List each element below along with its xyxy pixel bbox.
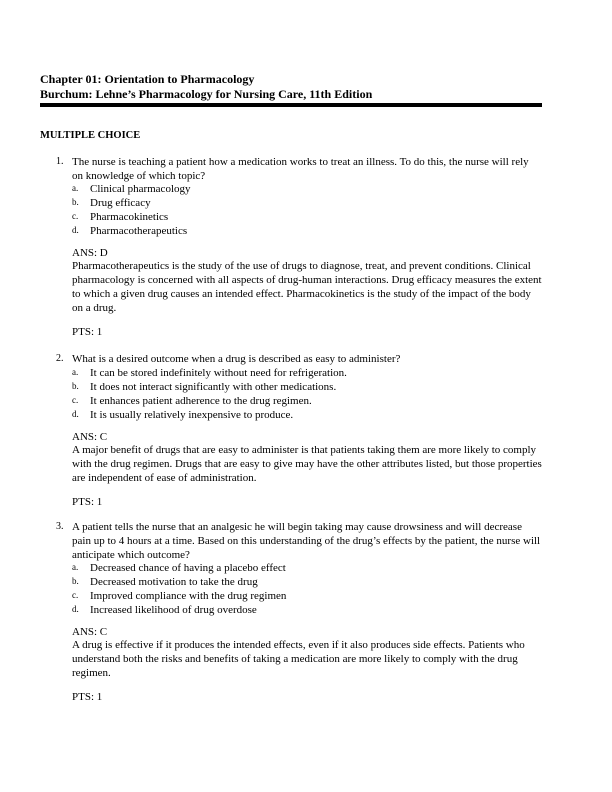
choice-list <box>72 561 542 617</box>
rationale: Pharmacotherapeutics is the study of the use of drugs to diagnose, treat, and prevent conditions. Clinical pharmacology is concerned with all aspects of drug-human interactions. Drug efficacy measures the extent to which a given drug causes an intended effect. Pharmacokinetics is the study of the impact of the body on a drug. <box>72 260 542 314</box>
choice-letter: b. <box>72 197 79 207</box>
answer-key: ANS: D <box>72 247 108 259</box>
choice-letter: b. <box>72 381 79 391</box>
choice-d <box>72 408 542 422</box>
chapter-title: Chapter 01: Orientation to Pharmacology <box>40 72 255 86</box>
choice-list <box>72 366 542 422</box>
points: PTS: 1 <box>72 691 103 703</box>
choice-d <box>72 603 542 617</box>
choice-text: Improved compliance with the drug regimen <box>90 590 287 602</box>
rationale: A major benefit of drugs that are easy to administer is that patients taking them are more likely to comply with the drug regimen. Drugs that are easy to give may have the other attributes listed, but those properties are independent of ease of administration. <box>72 444 542 484</box>
choice-a <box>72 366 542 380</box>
choice-text: Pharmacotherapeutics <box>90 225 188 237</box>
header-rule <box>40 103 542 107</box>
choice-letter: a. <box>72 183 79 193</box>
choice-b <box>72 380 542 394</box>
choice-text: Clinical pharmacology <box>90 183 191 195</box>
question-number: 2. <box>56 353 64 364</box>
choice-text: It enhances patient adherence to the drug regimen. <box>90 395 312 407</box>
choice-text: Drug efficacy <box>90 197 151 209</box>
choice-letter: c. <box>72 211 79 221</box>
choice-letter: a. <box>72 367 79 377</box>
choice-letter: c. <box>72 590 79 600</box>
section-title: MULTIPLE CHOICE <box>40 130 141 141</box>
choice-text: It does not interact significantly with other medications. <box>90 381 337 393</box>
choice-letter: d. <box>72 604 79 614</box>
choice-text: Decreased motivation to take the drug <box>90 576 258 588</box>
answer-key: ANS: C <box>72 431 108 443</box>
choice-text: It can be stored indefinitely without need for refrigeration. <box>90 367 347 379</box>
choice-letter: d. <box>72 225 79 235</box>
choice-b <box>72 575 542 589</box>
choice-text: Decreased chance of having a placebo effect <box>90 562 286 574</box>
choice-b <box>72 196 542 210</box>
choice-text: It is usually relatively inexpensive to produce. <box>90 409 294 421</box>
choice-d <box>72 224 542 238</box>
choice-text: Increased likelihood of drug overdose <box>90 604 257 616</box>
book-title: Burchum: Lehne’s Pharmacology for Nursing Care, 11th Edition <box>40 87 373 101</box>
points: PTS: 1 <box>72 496 103 508</box>
choice-letter: d. <box>72 409 79 419</box>
choice-c <box>72 589 542 603</box>
answer-key: ANS: C <box>72 626 108 638</box>
choice-letter: b. <box>72 576 79 586</box>
question-number: 3. <box>56 521 64 532</box>
choice-c <box>72 394 542 408</box>
choice-a <box>72 561 542 575</box>
question-stem: The nurse is teaching a patient how a medication works to treat an illness. To do this, the nurse will rely on knowledge of which topic? <box>72 156 529 182</box>
choice-c <box>72 210 542 224</box>
choice-a <box>72 182 542 196</box>
question-number: 1. <box>56 156 64 167</box>
choice-text: Pharmacokinetics <box>90 211 169 223</box>
choice-letter: a. <box>72 562 79 572</box>
choice-letter: c. <box>72 395 79 405</box>
document-header <box>40 72 540 102</box>
question-stem: What is a desired outcome when a drug is described as easy to administer? <box>72 353 401 365</box>
question-stem: A patient tells the nurse that an analgesic he will begin taking may cause drowsiness and will decrease pain up to 4 hours at a time. Based on this understanding of the drug’s effects by the patient, the nurse will anticipate which outcome? <box>72 521 541 561</box>
points: PTS: 1 <box>72 326 103 338</box>
rationale: A drug is effective if it produces the intended effects, even if it also produces side effects. Patients who understand both the risks and benefits of taking a medication are more likely to comply with the drug regimen. <box>72 639 525 679</box>
choice-list <box>72 182 542 238</box>
